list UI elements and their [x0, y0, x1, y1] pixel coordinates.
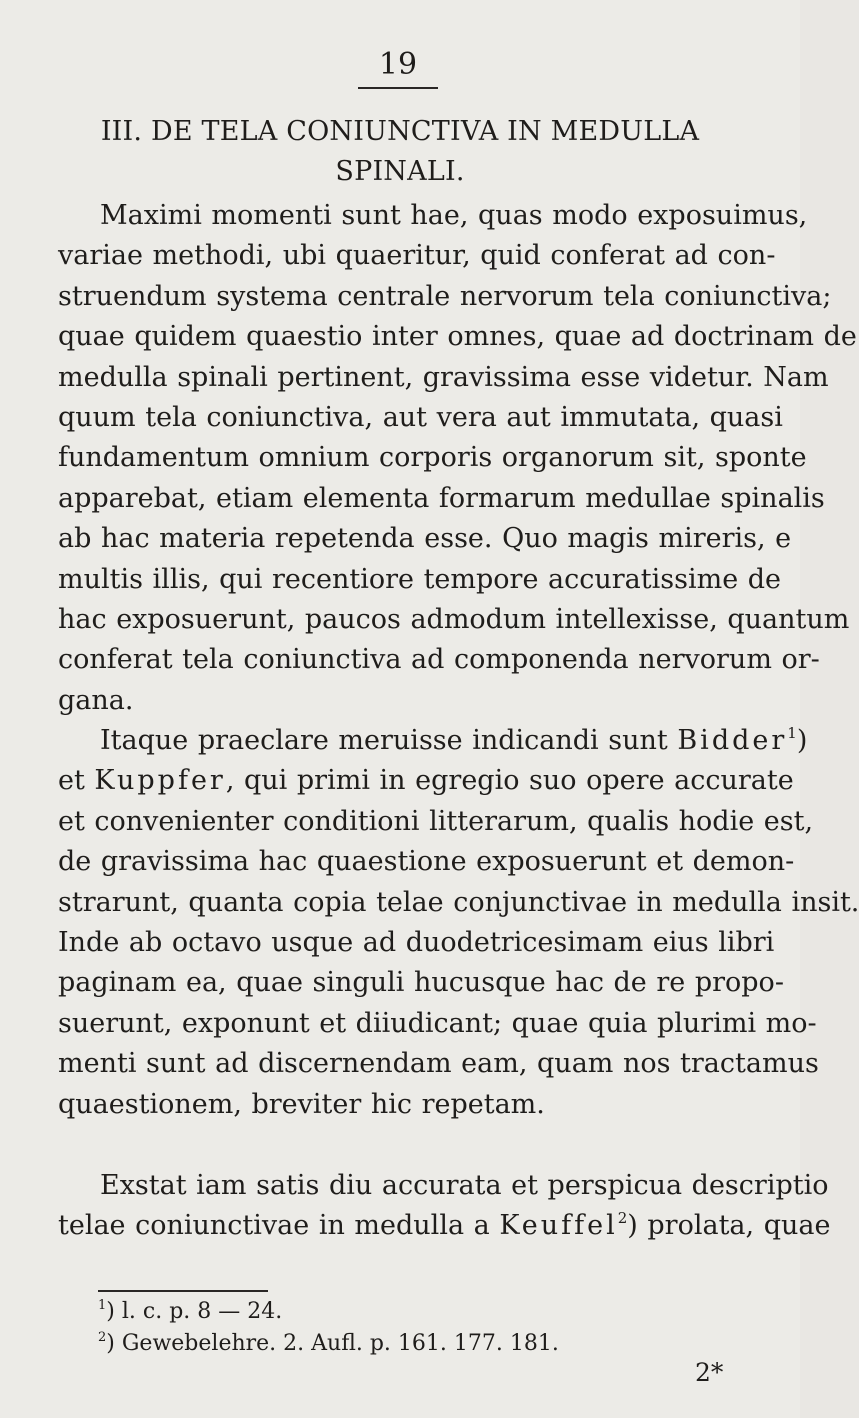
chapter-heading [60, 112, 740, 192]
text-line: menti sunt ad discernendam eam, quam nos tractamus [58, 1048, 819, 1080]
footnotes [98, 1296, 738, 1360]
text-line: gana. [58, 684, 134, 716]
text-line: struendum systema centrale nervorum tela coniunctiva; [58, 280, 832, 312]
text-line: medulla spinali pertinent, gravissima esse videtur. Nam [58, 361, 829, 393]
text-line: quum tela coniunctiva, aut vera aut immutata, quasi [58, 401, 783, 433]
paragraph-1 [58, 196, 857, 721]
text-line: conferat tela coniunctiva ad componenda nervorum or- [58, 644, 820, 676]
page-number: 19 [378, 47, 418, 82]
text-line: fundamentum omnium corporis organorum sit, sponte [58, 442, 807, 474]
footnote-ref: 2 [617, 1209, 628, 1228]
footnote-text: ) Gewebelehre. 2. Aufl. p. 161. 177. 181. [106, 1331, 559, 1356]
heading-line-1: III. DE TELA CONIUNCTIVA IN MEDULLA [100, 116, 700, 147]
text-line [58, 761, 794, 801]
author-name: Keuffel [499, 1210, 618, 1242]
text-line [58, 721, 808, 761]
text-line [58, 1206, 831, 1246]
text-segment: telae coniunctivae in medulla a [58, 1210, 500, 1242]
text-segment: ) [796, 725, 808, 756]
text-line: suerunt, exponunt et diiudicant; quae quia plurimi mo- [58, 1007, 817, 1039]
text-line: multis illis, qui recentiore tempore accuratissime de [58, 563, 782, 595]
text-line: et convenienter conditioni litterarum, qualis hodie est, [58, 805, 814, 837]
author-name: Kuppfer [94, 765, 226, 797]
text-line: paginam ea, quae singuli hucusque hac de re propo- [58, 967, 784, 999]
paragraph-3 [58, 1166, 831, 1247]
text-segment: et [58, 765, 95, 797]
page-number-rule [358, 87, 438, 89]
footnote-2 [98, 1328, 738, 1360]
text-segment: Itaque praeclare meruisse indicandi sunt [100, 725, 678, 756]
text-line: strarunt, quanta copia telae conjunctivae in medulla insit. [58, 886, 859, 918]
footnote-1 [98, 1296, 738, 1328]
heading-line-2: SPINALI. [335, 156, 465, 187]
paragraph-2 [58, 721, 859, 1125]
text-segment: , qui primi in egregio suo opere accurate [225, 765, 794, 797]
text-line: Exstat iam satis diu accurata et perspicua descriptio [100, 1170, 829, 1201]
text-line: quae quidem quaestio inter omnes, quae ad doctrinam de [58, 321, 857, 353]
footnote-ref: 1 [787, 724, 797, 742]
text-line: apparebat, etiam elementa formarum medullae spinalis [58, 482, 825, 514]
text-line: Inde ab octavo usque ad duodetricesimam eius libri [58, 926, 775, 958]
text-line: quaestionem, breviter hic repetam. [58, 1088, 545, 1120]
footnote-text: ) l. c. p. 8 — 24. [106, 1299, 283, 1324]
text-line: hac exposuerunt, paucos admodum intellexisse, quantum [58, 603, 850, 635]
text-line: variae methodi, ubi quaeritur, quid conferat ad con- [58, 240, 776, 272]
text-line: Maximi momenti sunt hae, quas modo exposuimus, [100, 200, 808, 231]
text-segment: ) prolata, quae [627, 1210, 831, 1242]
signature-mark: 2* [695, 1358, 724, 1387]
text-line: ab hac materia repetenda esse. Quo magis mireris, e [58, 523, 792, 555]
footnote-rule [98, 1290, 268, 1292]
footnote-mark: 2 [98, 1330, 107, 1345]
footnote-mark: 1 [98, 1298, 107, 1313]
text-line: de gravissima hac quaestione exposuerunt et demon- [58, 846, 795, 878]
author-name: Bidder [677, 725, 788, 756]
